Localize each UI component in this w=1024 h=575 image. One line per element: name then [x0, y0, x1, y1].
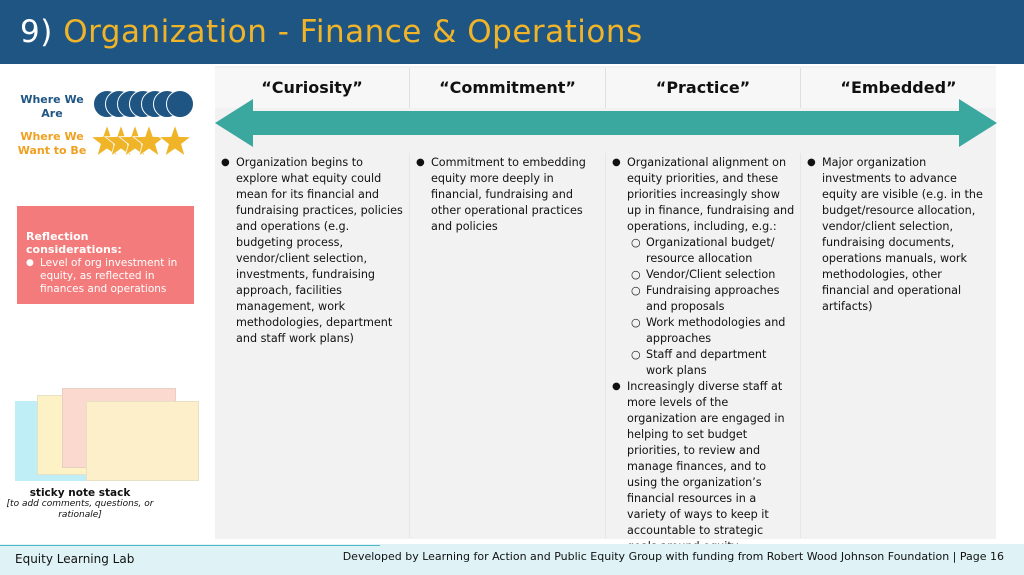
list-item [612, 155, 796, 379]
sub-list-item: ○ Organizational budget/ resource allocation [627, 235, 796, 267]
column-practice [606, 153, 801, 538]
reflection-item: ● Level of org investment in equity, as reflected in finances and operations [26, 257, 186, 296]
footer-credit: Developed by Learning for Action and Public Equity Group with funding from Robert Wood Johnson Foundation | Page 16 [342, 550, 1004, 563]
footer-divider [0, 545, 380, 546]
column-heading-commitment: “Commitment” [410, 68, 606, 108]
circle-icon[interactable] [166, 90, 194, 118]
column-commitment [410, 153, 606, 538]
footer-brand: Equity Learning Lab [15, 552, 135, 566]
slide-header [0, 0, 1024, 64]
list-item: ● Major organization investments to advance equity are visible (e.g. in the budget/resource allocation, vendor/client selection, fundraising documents, operations manuals, work methodologies, other financial and operational artifacts) [807, 155, 992, 315]
column-curiosity [215, 153, 410, 538]
sub-list-item: ○ Vendor/Client selection [627, 267, 796, 283]
column-heading-curiosity: “Curiosity” [215, 68, 410, 108]
column-heading-embedded: “Embedded” [801, 68, 996, 108]
sub-list-item: ○ Staff and department work plans [627, 347, 796, 379]
list-item: ● Increasingly diverse staff at more levels of the organization are engaged in helping to set budget priorities, to review and manage finances, and to using the organization’s financial resources in a variety of ways to keep it accountable to strategic [612, 379, 796, 555]
list-item: ● Commitment to embedding equity more deeply in financial, fundraising and other operational practices and policies [416, 155, 601, 235]
double-arrow-icon[interactable] [215, 99, 997, 147]
where-we-are-label: Where We Are [20, 93, 84, 120]
sub-list-item: ○ Fundraising approaches and proposals [627, 283, 796, 315]
star-icon[interactable] [158, 124, 192, 158]
sticky-note-stack-title: sticky note stack [29, 487, 131, 499]
column-heading-practice: “Practice” [606, 68, 801, 108]
reflection-box[interactable] [17, 206, 194, 304]
where-we-want-label: Where We Want to Be [17, 130, 87, 157]
reflection-title: Reflection considerations: [26, 230, 122, 256]
page-title [20, 14, 643, 50]
title-text: Organization - Finance & Operations [63, 14, 643, 50]
list-item-text: Organizational alignment on equity priorities, and these priorities increasingly show up in finance, fundraising and operations, including, e.g.: [627, 156, 795, 233]
column-embedded [801, 153, 996, 538]
sub-list-item: ○ Work methodologies and approaches [627, 315, 796, 347]
title-number: 9) [20, 14, 53, 50]
sticky-note-stack-hint: [to add comments, questions, or rationale] [6, 499, 154, 520]
sticky-note[interactable] [86, 401, 199, 481]
list-item: ● Organization begins to explore what equity could mean for its financial and fundraising practices, policies and operations (e.g. budgeting process, vendor/client selection, investments, fundraising approach, facilities management, work methodologies, department and staff work plans) [221, 155, 405, 347]
